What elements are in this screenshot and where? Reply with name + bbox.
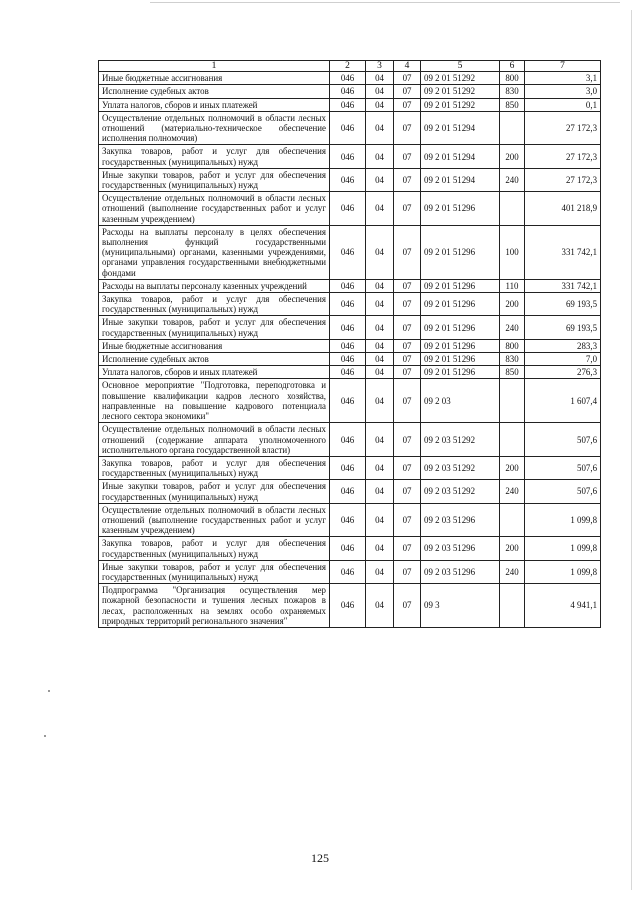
table-row [99,560,601,583]
ministry-code-cell: 046 [330,225,366,279]
section-code-cell: 04 [366,225,394,279]
subsection-code-cell: 07 [394,145,421,168]
row-name-cell: Осуществление отдельных полномочий в области лесных отношений (выполнение государственных работ и услуг казенным учреждением) [99,192,330,226]
amount-cell: 69 193,5 [525,293,601,316]
amount-cell: 4 941,1 [525,584,601,628]
subsection-code-cell: 07 [394,423,421,457]
subsection-code-cell: 07 [394,584,421,628]
section-code-cell: 04 [366,279,394,292]
ministry-code-cell: 046 [330,537,366,560]
expense-type-cell: 800 [500,72,525,85]
section-code-cell: 04 [366,423,394,457]
amount-cell: 1 099,8 [525,537,601,560]
subsection-code-cell: 07 [394,316,421,339]
section-code-cell: 04 [366,456,394,479]
ministry-code-cell: 046 [330,503,366,537]
table-row [99,366,601,379]
section-code-cell: 04 [366,353,394,366]
target-article-cell: 09 2 03 [421,379,500,423]
amount-cell: 401 218,9 [525,192,601,226]
ministry-code-cell: 046 [330,293,366,316]
row-name-cell: Осуществление отдельных полномочий в области лесных отношений (содержание аппарата уполномоченного исполнительного органа государственной власти) [99,423,330,457]
row-name-cell: Основное мероприятие "Подготовка, переподготовка и повышение квалификации кадров лесного хозяйства, направленные на повышение кадрового потенциала лесного сектора экономики" [99,379,330,423]
table-row [99,353,601,366]
expense-type-cell [500,584,525,628]
expense-type-cell: 850 [500,366,525,379]
table-row [99,85,601,98]
ministry-code-cell: 046 [330,379,366,423]
expense-type-cell: 110 [500,279,525,292]
ministry-code-cell: 046 [330,98,366,111]
expense-type-cell: 240 [500,316,525,339]
subsection-code-cell: 07 [394,111,421,145]
target-article-cell: 09 2 01 51292 [421,72,500,85]
column-header: 6 [500,61,525,72]
target-article-cell: 09 2 01 51296 [421,293,500,316]
ministry-code-cell: 046 [330,560,366,583]
expense-type-cell [500,379,525,423]
column-header: 7 [525,61,601,72]
section-code-cell: 04 [366,379,394,423]
scan-edge-line [631,10,632,890]
amount-cell: 7,0 [525,353,601,366]
section-code-cell: 04 [366,584,394,628]
table-row [99,279,601,292]
subsection-code-cell: 07 [394,537,421,560]
scan-edge-line [150,2,620,3]
table-row [99,111,601,145]
table-row [99,537,601,560]
amount-cell: 331 742,1 [525,279,601,292]
target-article-cell: 09 2 03 51292 [421,423,500,457]
section-code-cell: 04 [366,168,394,191]
subsection-code-cell: 07 [394,168,421,191]
table-row [99,456,601,479]
ministry-code-cell: 046 [330,339,366,352]
amount-cell: 27 172,3 [525,168,601,191]
target-article-cell: 09 2 01 51294 [421,111,500,145]
row-name-cell: Закупка товаров, работ и услуг для обеспечения государственных (муниципальных) нужд [99,456,330,479]
amount-cell: 331 742,1 [525,225,601,279]
page-number: 125 [311,851,329,865]
row-name-cell: Осуществление отдельных полномочий в области лесных отношений (выполнение государственных работ и услуг казенным учреждением) [99,503,330,537]
expense-type-cell: 100 [500,225,525,279]
expense-type-cell: 200 [500,456,525,479]
target-article-cell: 09 2 01 51296 [421,192,500,226]
table-row [99,72,601,85]
target-article-cell: 09 2 01 51292 [421,85,500,98]
table-row [99,98,601,111]
table-header-row [99,61,601,72]
amount-cell: 276,3 [525,366,601,379]
table-row [99,379,601,423]
ministry-code-cell: 046 [330,316,366,339]
row-name-cell: Уплата налогов, сборов и иных платежей [99,98,330,111]
row-name-cell: Иные закупки товаров, работ и услуг для обеспечения государственных (муниципальных) нужд [99,560,330,583]
expense-type-cell: 800 [500,339,525,352]
subsection-code-cell: 07 [394,72,421,85]
table-row [99,503,601,537]
expense-type-cell: 830 [500,85,525,98]
section-code-cell: 04 [366,503,394,537]
ministry-code-cell: 046 [330,366,366,379]
row-name-cell: Исполнение судебных актов [99,85,330,98]
table-row [99,423,601,457]
subsection-code-cell: 07 [394,503,421,537]
row-name-cell: Закупка товаров, работ и услуг для обеспечения государственных (муниципальных) нужд [99,293,330,316]
section-code-cell: 04 [366,145,394,168]
row-name-cell: Иные закупки товаров, работ и услуг для обеспечения государственных (муниципальных) нужд [99,480,330,503]
amount-cell: 1 607,4 [525,379,601,423]
subsection-code-cell: 07 [394,456,421,479]
subsection-code-cell: 07 [394,560,421,583]
row-name-cell: Иные бюджетные ассигнования [99,339,330,352]
row-name-cell: Иные закупки товаров, работ и услуг для обеспечения государственных (муниципальных) нужд [99,316,330,339]
row-name-cell: Уплата налогов, сборов и иных платежей [99,366,330,379]
row-name-cell: Расходы на выплаты персоналу в целях обеспечения выполнения функций государственными (муниципальными) органами, казенными учреждениями, органами управления государственными внебюджетными фондами [99,225,330,279]
target-article-cell: 09 2 01 51296 [421,339,500,352]
section-code-cell: 04 [366,316,394,339]
subsection-code-cell: 07 [394,85,421,98]
amount-cell: 1 099,8 [525,560,601,583]
section-code-cell: 04 [366,85,394,98]
subsection-code-cell: 07 [394,192,421,226]
amount-cell: 27 172,3 [525,145,601,168]
expense-type-cell: 200 [500,537,525,560]
target-article-cell: 09 2 01 51292 [421,98,500,111]
ministry-code-cell: 046 [330,111,366,145]
amount-cell: 69 193,5 [525,316,601,339]
amount-cell: 283,3 [525,339,601,352]
subsection-code-cell: 07 [394,379,421,423]
table-row [99,145,601,168]
section-code-cell: 04 [366,72,394,85]
expense-type-cell: 240 [500,168,525,191]
row-name-cell: Осуществление отдельных полномочий в области лесных отношений (материально-техническое обеспечение исполнения полномочия) [99,111,330,145]
table-row [99,480,601,503]
column-header: 5 [421,61,500,72]
section-code-cell: 04 [366,98,394,111]
expense-type-cell: 850 [500,98,525,111]
ministry-code-cell: 046 [330,584,366,628]
target-article-cell: 09 2 01 51294 [421,145,500,168]
expense-type-cell [500,192,525,226]
row-name-cell: Расходы на выплаты персоналу казенных учреждений [99,279,330,292]
section-code-cell: 04 [366,366,394,379]
amount-cell: 3,0 [525,85,601,98]
target-article-cell: 09 3 [421,584,500,628]
target-article-cell: 09 2 01 51294 [421,168,500,191]
amount-cell: 507,6 [525,480,601,503]
amount-cell: 3,1 [525,72,601,85]
target-article-cell: 09 2 01 51296 [421,366,500,379]
row-name-cell: Иные закупки товаров, работ и услуг для обеспечения государственных (муниципальных) нужд [99,168,330,191]
expense-type-cell: 240 [500,560,525,583]
ministry-code-cell: 046 [330,353,366,366]
ministry-code-cell: 046 [330,145,366,168]
table-row [99,584,601,628]
target-article-cell: 09 2 03 51296 [421,537,500,560]
target-article-cell: 09 2 01 51296 [421,225,500,279]
section-code-cell: 04 [366,480,394,503]
row-name-cell: Закупка товаров, работ и услуг для обеспечения государственных (муниципальных) нужд [99,537,330,560]
section-code-cell: 04 [366,111,394,145]
section-code-cell: 04 [366,560,394,583]
column-header: 2 [330,61,366,72]
subsection-code-cell: 07 [394,366,421,379]
target-article-cell: 09 2 01 51296 [421,353,500,366]
table-row [99,225,601,279]
target-article-cell: 09 2 03 51292 [421,456,500,479]
subsection-code-cell: 07 [394,339,421,352]
section-code-cell: 04 [366,537,394,560]
expense-type-cell: 830 [500,353,525,366]
budget-table [98,60,601,628]
ministry-code-cell: 046 [330,72,366,85]
amount-cell: 1 099,8 [525,503,601,537]
amount-cell: 507,6 [525,423,601,457]
target-article-cell: 09 2 03 51296 [421,503,500,537]
ministry-code-cell: 046 [330,480,366,503]
table-row [99,316,601,339]
ministry-code-cell: 046 [330,423,366,457]
column-header: 3 [366,61,394,72]
subsection-code-cell: 07 [394,293,421,316]
row-name-cell: Закупка товаров, работ и услуг для обеспечения государственных (муниципальных) нужд [99,145,330,168]
expense-type-cell: 200 [500,293,525,316]
subsection-code-cell: 07 [394,480,421,503]
ministry-code-cell: 046 [330,85,366,98]
target-article-cell: 09 2 03 51296 [421,560,500,583]
table-row [99,192,601,226]
expense-type-cell [500,111,525,145]
column-header: 1 [99,61,330,72]
column-header: 4 [394,61,421,72]
section-code-cell: 04 [366,339,394,352]
scan-speck [48,690,50,692]
table-row [99,293,601,316]
row-name-cell: Исполнение судебных актов [99,353,330,366]
expense-type-cell [500,423,525,457]
amount-cell: 507,6 [525,456,601,479]
scan-speck [44,735,46,737]
expense-type-cell: 240 [500,480,525,503]
row-name-cell: Подпрограмма "Организация осуществления мер пожарной безопасности и тушения лесных пожаров в лесах, расположенных на землях особо охраняемых природных территорий регионального значения" [99,584,330,628]
target-article-cell: 09 2 01 51296 [421,316,500,339]
target-article-cell: 09 2 01 51296 [421,279,500,292]
row-name-cell: Иные бюджетные ассигнования [99,72,330,85]
table-row [99,168,601,191]
ministry-code-cell: 046 [330,168,366,191]
subsection-code-cell: 07 [394,225,421,279]
expense-type-cell [500,503,525,537]
target-article-cell: 09 2 03 51292 [421,480,500,503]
subsection-code-cell: 07 [394,279,421,292]
section-code-cell: 04 [366,192,394,226]
subsection-code-cell: 07 [394,98,421,111]
table-row [99,339,601,352]
expense-type-cell: 200 [500,145,525,168]
ministry-code-cell: 046 [330,279,366,292]
subsection-code-cell: 07 [394,353,421,366]
amount-cell: 0,1 [525,98,601,111]
ministry-code-cell: 046 [330,456,366,479]
section-code-cell: 04 [366,293,394,316]
ministry-code-cell: 046 [330,192,366,226]
amount-cell: 27 172,3 [525,111,601,145]
